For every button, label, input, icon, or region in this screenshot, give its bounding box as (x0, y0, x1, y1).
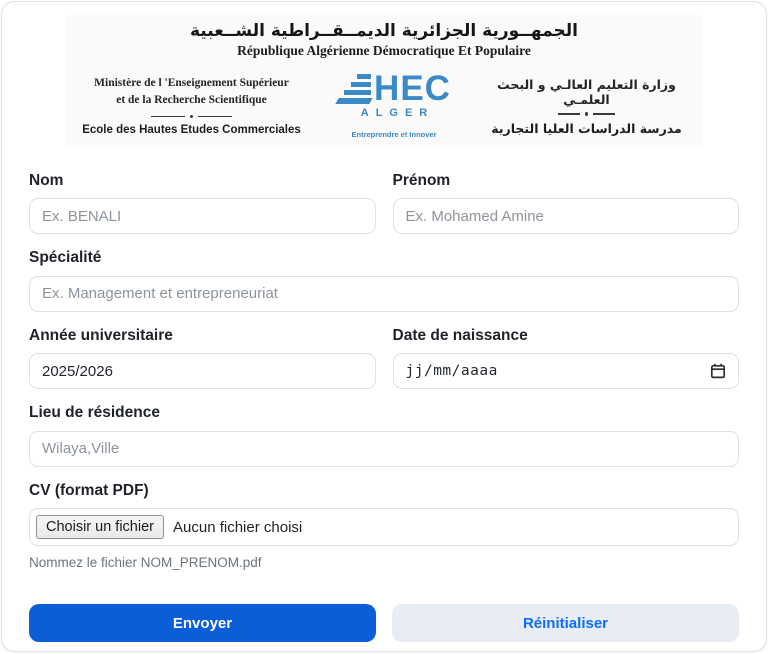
date-placeholder: jj/mm/aaaa (405, 363, 498, 380)
cv-label: CV (format PDF) (29, 481, 149, 499)
ministry-block-french (74, 71, 309, 136)
nom-input[interactable] (29, 198, 376, 234)
prenom-label: Prénom (392, 171, 451, 189)
ministry-line1: Ministère de l 'Enseignement Supérieur (94, 77, 289, 89)
nom-label: Nom (29, 171, 64, 189)
reset-button[interactable]: Réinitialiser (392, 604, 739, 642)
date-naissance-label: Date de naissance (392, 326, 528, 344)
cv-file-input[interactable] (29, 508, 739, 546)
logo-bars-icon (337, 74, 371, 104)
logo-city: ALGER (360, 106, 435, 119)
letterhead (66, 15, 702, 147)
lieu-input[interactable] (29, 431, 739, 467)
submit-button[interactable]: Envoyer (29, 604, 376, 642)
lieu-label: Lieu de résidence (29, 404, 160, 422)
specialite-input[interactable] (29, 276, 739, 312)
divider-ornament (74, 115, 309, 119)
school-name-arabic: مدرسة الدراسات العليا التجارية (491, 120, 682, 136)
ministry-arabic: وزارة التعليم العالـي و البحث العلمـي (497, 77, 676, 107)
specialite-label: Spécialité (29, 249, 102, 267)
choose-file-button[interactable]: Choisir un fichier (36, 515, 164, 539)
ministry-line2: et de la Recherche Scientifique (116, 94, 267, 107)
republic-title-french: République Algérienne Démocratique Et Populaire (237, 43, 531, 58)
divider-ornament (479, 112, 694, 116)
date-naissance-input[interactable] (393, 353, 740, 389)
republic-title-arabic: الجمهــورية الجزائرية الديمــقــراطية الشــعبية (190, 21, 578, 41)
school-name-french: Ecole des Hautes Etudes Commerciales (82, 124, 301, 136)
prenom-input[interactable] (393, 198, 740, 234)
ministry-block-arabic (479, 71, 694, 136)
file-status-text: Aucun fichier choisi (173, 518, 303, 536)
logo-tagline: Entreprendre et Innover (351, 129, 437, 139)
hec-logo (309, 71, 479, 139)
calendar-icon[interactable] (710, 363, 726, 379)
annee-input[interactable] (29, 353, 376, 389)
annee-label: Année universitaire (29, 326, 173, 344)
logo-acronym: HEC (374, 69, 451, 108)
cv-help-text: Nommez le fichier NOM_PRENOM.pdf (29, 555, 262, 571)
registration-form (2, 147, 766, 643)
registration-card (1, 1, 767, 652)
